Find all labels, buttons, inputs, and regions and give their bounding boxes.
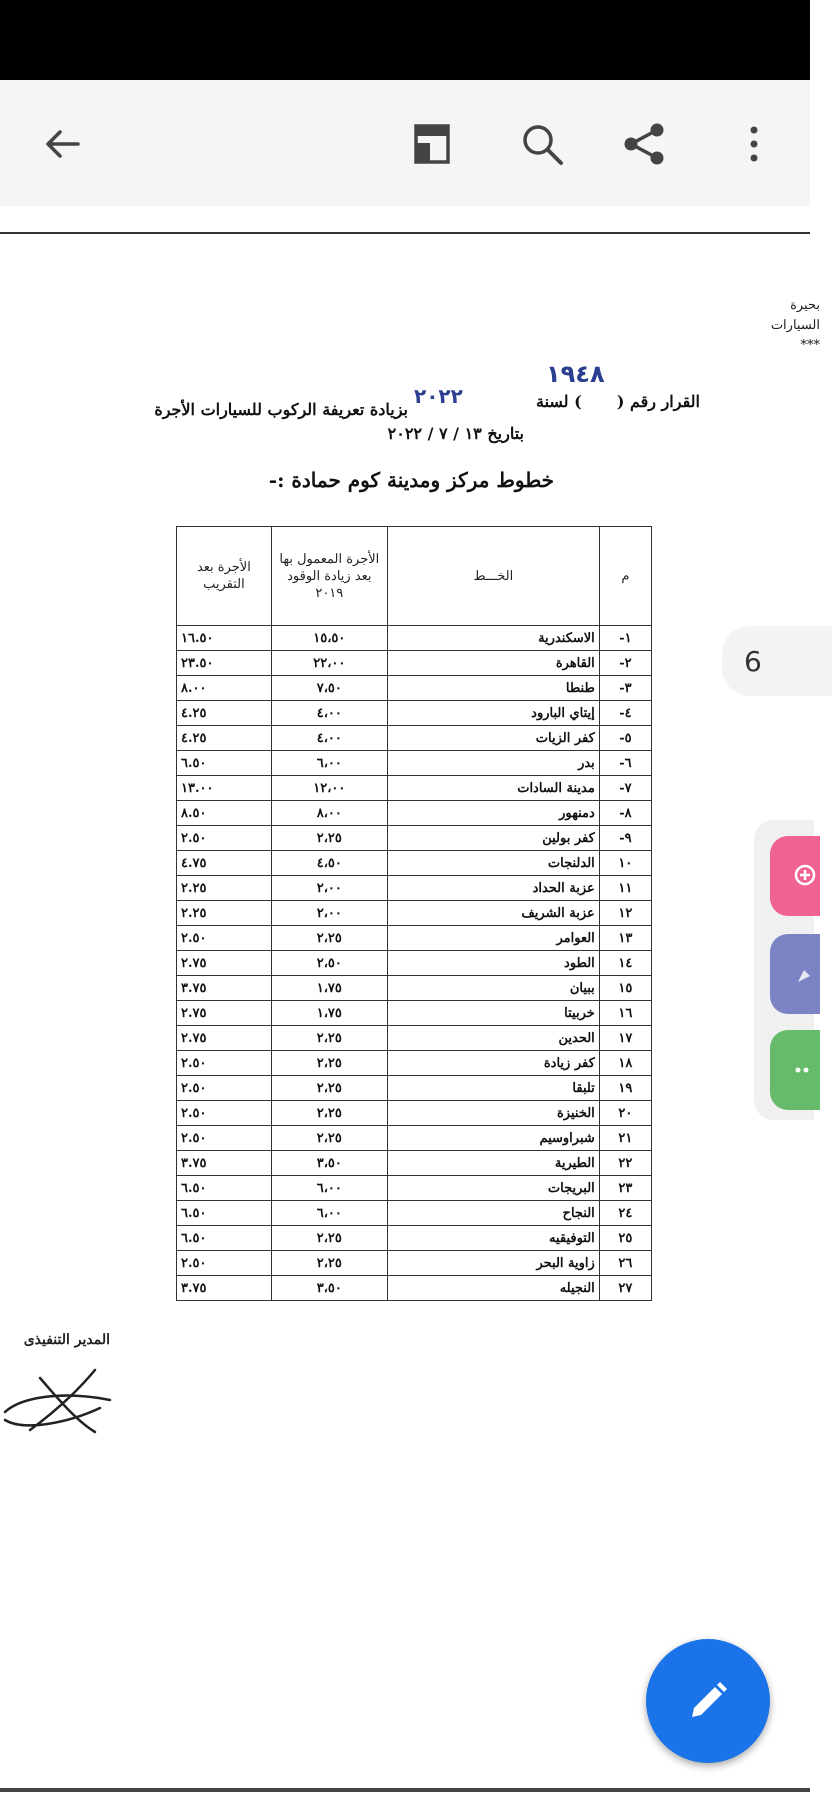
director-signature-label: المدير التنفيذى [23,1332,110,1348]
cell-route: مدينة السادات [387,776,599,801]
table-row [177,1251,652,1276]
table-row [177,1226,652,1251]
cell-new-fare: ٤.٧٥ [177,851,272,876]
cell-new-fare: ٦.٥٠ [177,751,272,776]
share-icon [621,121,667,167]
cell-old-fare: ٢،٢٥ [271,1251,387,1276]
table-row [177,1126,652,1151]
cell-number: ١٧ [599,1026,651,1051]
cell-number: ٢- [599,651,651,676]
cell-old-fare: ٦،٠٠ [271,1176,387,1201]
search-icon [519,121,565,167]
header-corner-text [760,296,820,356]
cell-route: كفر بولين [387,826,599,851]
cell-route: النجاح [387,1201,599,1226]
add-icon [794,864,816,886]
cell-number: ٧- [599,776,651,801]
table-row [177,651,652,676]
status-bar [0,0,810,80]
cell-new-fare: ٢.٧٥ [177,1026,272,1051]
cell-number: ١١ [599,876,651,901]
cell-number: ١٩ [599,1076,651,1101]
annotate-icon [796,964,816,984]
cell-old-fare: ٤،٥٠ [271,851,387,876]
cell-old-fare: ١،٧٥ [271,1001,387,1026]
cell-old-fare: ٨،٠٠ [271,801,387,826]
arrow-back-icon [40,122,84,166]
cell-new-fare: ٢.٧٥ [177,1001,272,1026]
fares-table [176,526,652,1301]
cell-new-fare: ٨.٥٠ [177,801,272,826]
table-row [177,851,652,876]
cell-number: ٢٠ [599,1101,651,1126]
cell-route: شبراوسيم [387,1126,599,1151]
cell-old-fare: ٢،٢٥ [271,1051,387,1076]
routes-title: خطوط مركز ومدينة كوم حمادة :- [268,468,554,492]
cell-number: ١٨ [599,1051,651,1076]
edit-pencil-icon [684,1677,732,1725]
page-bottom-border [0,1788,810,1792]
table-row [177,676,652,701]
side-add-button[interactable] [770,836,820,916]
decision-year-handwritten: ٢٠٢٢ [414,384,463,408]
table-row [177,751,652,776]
cell-route: الخنيزة [387,1101,599,1126]
back-button[interactable] [38,120,86,168]
cell-new-fare: ٣.٧٥ [177,1151,272,1176]
cell-route: كفر الزيات [387,726,599,751]
decision-subject: بزيادة تعريفة الركوب للسيارات الأجرة [154,400,408,419]
decision-date: بتاريخ ١٣ / ٧ / ٢٠٢٢ [387,424,524,443]
cell-number: ٢٥ [599,1226,651,1251]
cell-new-fare: ٨.٠٠ [177,676,272,701]
page-number: 6 [744,644,762,678]
cell-number: ١٦ [599,1001,651,1026]
cell-old-fare: ١٥،٥٠ [271,626,387,651]
cell-route: ببيان [387,976,599,1001]
table-row [177,1076,652,1101]
cell-new-fare: ٢.٥٠ [177,826,272,851]
cell-route: عزبة الحداد [387,876,599,901]
cell-new-fare: ٤.٢٥ [177,726,272,751]
cell-new-fare: ٣.٧٥ [177,976,272,1001]
cell-new-fare: ٦.٥٠ [177,1201,272,1226]
cell-old-fare: ٢،٢٥ [271,1126,387,1151]
cell-route: تلبقا [387,1076,599,1101]
app-bar [0,80,810,206]
more-horiz-icon [794,1062,816,1078]
more-vert-icon [744,122,764,166]
reader-mode-button[interactable] [408,120,456,168]
table-row [177,826,652,851]
cell-new-fare: ٣.٧٥ [177,1276,272,1301]
page-top-border [0,232,810,234]
cell-route: دمنهور [387,801,599,826]
cell-number: ١٠ [599,851,651,876]
cell-route: القاهرة [387,651,599,676]
cell-new-fare: ٢.٥٠ [177,926,272,951]
cell-route: الدلنجات [387,851,599,876]
cell-new-fare: ٢.٥٠ [177,1126,272,1151]
corner-line-2: السيارات [770,318,820,333]
cell-old-fare: ١،٧٥ [271,976,387,1001]
cell-route: الطود [387,951,599,976]
cell-number: ٢٤ [599,1201,651,1226]
cell-number: ٢٦ [599,1251,651,1276]
table-row [177,1276,652,1301]
cell-new-fare: ٢.٧٥ [177,951,272,976]
cell-route: الطيرية [387,1151,599,1176]
cell-old-fare: ٢،٢٥ [271,926,387,951]
cell-route: التوفيقيه [387,1226,599,1251]
side-more-button[interactable] [770,1030,820,1110]
cell-old-fare: ٢،٥٠ [271,951,387,976]
header-new-fare: الأجرة بعد التقريب [177,527,272,626]
cell-number: ٨- [599,801,651,826]
cell-old-fare: ٦،٠٠ [271,1201,387,1226]
cell-number: ٢١ [599,1126,651,1151]
more-options-button[interactable] [730,120,778,168]
header-old-fare: الأجرة المعمول بها بعد زيادة الوقود ٢٠١٩ [271,527,387,626]
table-row [177,801,652,826]
cell-new-fare: ٦.٥٠ [177,1176,272,1201]
table-header-row [177,527,652,626]
cell-old-fare: ٧،٥٠ [271,676,387,701]
cell-old-fare: ١٢،٠٠ [271,776,387,801]
table-row [177,926,652,951]
cell-old-fare: ٤،٠٠ [271,726,387,751]
cell-old-fare: ٢،٢٥ [271,1026,387,1051]
cell-route: العوامر [387,926,599,951]
decision-prefix: القرار رقم ( [616,392,700,411]
table-row [177,951,652,976]
cell-number: ٢٣ [599,1176,651,1201]
cell-old-fare: ٦،٠٠ [271,751,387,776]
table-row [177,1101,652,1126]
cell-number: ٢٢ [599,1151,651,1176]
cell-route: كفر زيادة [387,1051,599,1076]
cell-new-fare: ٢.٥٠ [177,1076,272,1101]
reader-mode-icon [412,123,452,165]
table-row [177,901,652,926]
cell-number: ١- [599,626,651,651]
cell-new-fare: ٢.٢٥ [177,901,272,926]
cell-route: طنطا [387,676,599,701]
cell-new-fare: ٢.٥٠ [177,1251,272,1276]
table-row [177,1201,652,1226]
cell-old-fare: ٤،٠٠ [271,701,387,726]
table-row [177,1051,652,1076]
cell-new-fare: ٢.٥٠ [177,1051,272,1076]
cell-number: ٦- [599,751,651,776]
cell-old-fare: ٢،٢٥ [271,1076,387,1101]
cell-old-fare: ٢٢،٠٠ [271,651,387,676]
edit-fab[interactable] [646,1639,770,1763]
cell-number: ١٢ [599,901,651,926]
side-annotate-button[interactable] [770,934,820,1014]
corner-line-3: *** [800,338,820,353]
cell-route: خربيتا [387,1001,599,1026]
cell-old-fare: ٢،٢٥ [271,1226,387,1251]
cell-number: ١٥ [599,976,651,1001]
cell-new-fare: ٢٣.٥٠ [177,651,272,676]
cell-number: ٩- [599,826,651,851]
share-button[interactable] [620,120,668,168]
signature-scribble [0,1350,120,1440]
cell-number: ٥- [599,726,651,751]
cell-old-fare: ٢،٠٠ [271,876,387,901]
cell-new-fare: ١٦.٥٠ [177,626,272,651]
cell-route: عزبة الشريف [387,901,599,926]
decision-suffix: ) لسنة [536,392,582,411]
cell-number: ١٣ [599,926,651,951]
cell-old-fare: ٢،٠٠ [271,901,387,926]
table-row [177,726,652,751]
header-route: الخـــط [387,527,599,626]
table-row [177,876,652,901]
cell-route: إيتاي البارود [387,701,599,726]
cell-new-fare: ١٣.٠٠ [177,776,272,801]
table-row [177,701,652,726]
table-body [177,626,652,1301]
cell-route: الحدين [387,1026,599,1051]
cell-old-fare: ٢،٢٥ [271,826,387,851]
table-row [177,1151,652,1176]
cell-old-fare: ٣،٥٠ [271,1276,387,1301]
table-row [177,1176,652,1201]
cell-route: بدر [387,751,599,776]
cell-new-fare: ٤.٢٥ [177,701,272,726]
cell-route: الاسكندرية [387,626,599,651]
page-number-indicator [722,626,832,696]
cell-route: البريجات [387,1176,599,1201]
corner-line-1: بحيرة [790,298,820,313]
cell-route: النجيله [387,1276,599,1301]
cell-new-fare: ٢.٢٥ [177,876,272,901]
cell-number: ٣- [599,676,651,701]
cell-new-fare: ٦.٥٠ [177,1226,272,1251]
cell-new-fare: ٢.٥٠ [177,1101,272,1126]
cell-number: ١٤ [599,951,651,976]
decision-number-handwritten: ١٩٤٨ [546,360,605,388]
header-number: م [599,527,651,626]
cell-old-fare: ٣،٥٠ [271,1151,387,1176]
cell-number: ٤- [599,701,651,726]
table-row [177,626,652,651]
cell-number: ٢٧ [599,1276,651,1301]
table-row [177,1026,652,1051]
table-row [177,776,652,801]
table-row [177,1001,652,1026]
cell-old-fare: ٢،٢٥ [271,1101,387,1126]
search-button[interactable] [518,120,566,168]
cell-route: زاوية البحر [387,1251,599,1276]
table-row [177,976,652,1001]
